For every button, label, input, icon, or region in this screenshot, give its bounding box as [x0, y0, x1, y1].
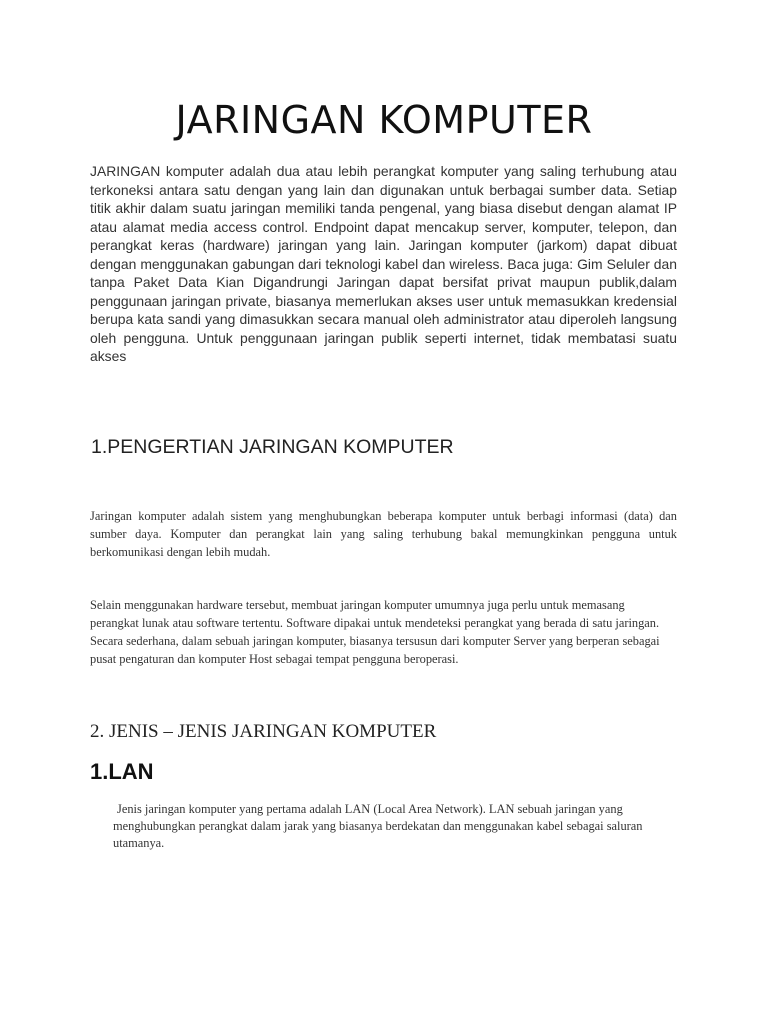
section2-heading: 2. JENIS – JENIS JARINGAN KOMPUTER [90, 721, 437, 742]
document-title: JARINGAN KOMPUTER [175, 98, 593, 142]
intro-paragraph: JARINGAN komputer adalah dua atau lebih perangkat komputer yang saling terhubung atau terkoneksi antara satu dengan yang lain dan digunakan untuk berbagai sumber data. Setiap titik akhir dalam suatu jaringan memiliki tanda pengenal, yang biasa disebut dengan alamat IP atau alamat media access control. Endpoint dapat mencakup server, komputer, telepon, dan perangkat keras (hardware) jaringan yang lain. Jaringan komputer (jarkom) dapat dibuat dengan menggunakan gabungan dari teknologi kabel dan wireless. Baca juga: Gim Seluler dan tanpa Paket Data Kian Digandrungi Jaringan dapat bersifat privat maupun publik,dalam penggunaan jaringan private, biasanya memerlukan akses user untuk memasukkan kredensial berupa kata sandi yang dimasukkan secara manual oleh administrator atau diperoleh langsung oleh pengguna. Untuk penggunaan jaringan publik seperti internet, tidak membatasi suatu akses [90, 163, 677, 364]
section1-paragraph-2: Selain menggunakan hardware tersebut, membuat jaringan komputer umumnya juga perlu untuk memasang perangkat lunak atau software tertentu. Software dipakai untuk mendeteksi perangkat yang berada di satu jaringan. Secara sederhana, dalam sebuah jaringan komputer, biasanya tersusun dari komputer Server yang berperan sebagai pusat pengaturan dan komputer Host sebagai tempat pengguna beroperasi. [90, 598, 660, 666]
section1-paragraph-1: Jaringan komputer adalah sistem yang menghubungkan beberapa komputer untuk berbagi informasi (data) dan sumber daya. Komputer dan perangkat lain yang saling terhubung bakal memungkinkan pengguna untuk berkomunikasi dengan lebih mudah. [90, 509, 677, 559]
lan-subheading: 1.LAN [90, 759, 154, 784]
section1-heading: 1.PENGERTIAN JARINGAN KOMPUTER [91, 436, 454, 458]
lan-paragraph: Jenis jaringan komputer yang pertama adalah LAN (Local Area Network). LAN sebuah jaringan yang menghubungkan perangkat dalam jarak yang biasanya berdekatan dan menggunakan kabel sebagai saluran utamanya. [113, 802, 643, 850]
